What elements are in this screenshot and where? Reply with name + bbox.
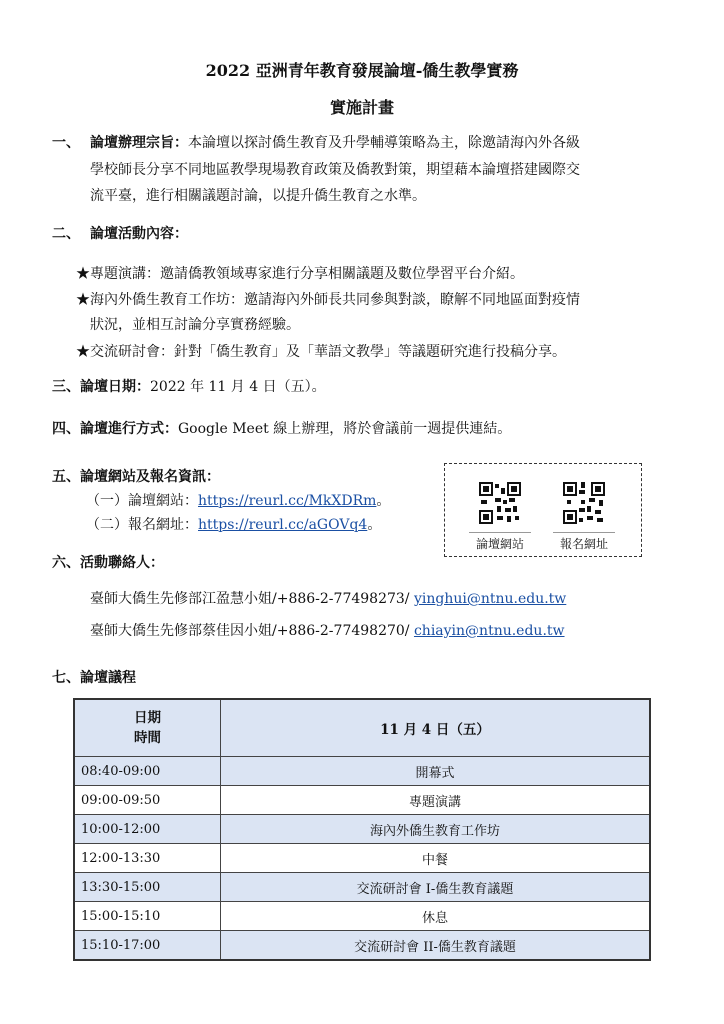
section-2-heading: 論壇活動內容：	[90, 226, 188, 242]
agenda-event: 海內外僑生教育工作坊	[221, 815, 651, 844]
agenda-time: 08:40-09:00	[74, 757, 221, 786]
section-1-line1	[52, 133, 580, 153]
table-row	[74, 757, 650, 786]
section-1-text-1: 本論壇以探討僑生教育及升學輔導策略為主，除邀請海內外各級	[188, 135, 580, 151]
section-1-heading: 論壇辦理宗旨：	[90, 135, 188, 151]
section-4-heading: 四、論壇進行方式：	[52, 421, 178, 437]
table-row	[74, 902, 650, 931]
agenda-time: 15:10-17:00	[74, 931, 221, 961]
contact-1	[90, 589, 566, 609]
registration-line	[86, 515, 381, 535]
agenda-event: 開幕式	[221, 757, 651, 786]
section-2-item-2-cont: 狀況，並相互討論分享實務經驗。	[90, 317, 300, 333]
table-row	[74, 844, 650, 873]
qr-code-icon[interactable]	[563, 482, 605, 524]
contact-1-email[interactable]: yinghui@ntnu.edu.tw	[413, 591, 567, 607]
page-subtitle: 實施計畫	[329, 98, 394, 117]
agenda-header-row	[74, 699, 650, 757]
table-row	[74, 786, 650, 815]
qr-label-website: 論壇網站	[469, 532, 531, 552]
qr-label-registration: 報名網址	[553, 532, 615, 552]
agenda-time: 09:00-09:50	[74, 786, 221, 815]
agenda-header-time: 時間	[134, 730, 161, 746]
contact-2-text: 臺師大僑生先修部蔡佳因小姐/+886-2-77498270/	[90, 623, 414, 639]
section-2-heading-line	[52, 224, 188, 244]
agenda-time: 12:00-13:30	[74, 844, 221, 873]
section-5-heading: 五、論壇網站及報名資訊：	[52, 469, 220, 485]
table-row	[74, 873, 650, 902]
agenda-header-day: 11 月 4 日（五）	[221, 699, 651, 757]
contact-1-text: 臺師大僑生先修部江盈慧小姐/+886-2-77498273/	[90, 591, 414, 607]
agenda-event: 專題演講	[221, 786, 651, 815]
website-period: 。	[376, 493, 391, 509]
agenda-time: 10:00-12:00	[74, 815, 221, 844]
section-1-text-3: 流平臺，進行相關議題討論，以提升僑生教育之水準。	[90, 188, 426, 204]
section-7-heading: 七、論壇議程	[52, 670, 136, 686]
section-2-item-1: ★專題演講：邀請僑教領域專家進行分享相關議題及數位學習平台介紹。	[76, 266, 524, 282]
agenda-table	[73, 698, 651, 961]
section-2-item-2: ★海內外僑生教育工作坊：邀請海內外師長共同參與對談，瞭解不同地區面對疫情	[76, 292, 580, 308]
section-4	[52, 419, 511, 439]
section-2-number: 二、	[52, 226, 80, 242]
registration-link[interactable]: https://reurl.cc/aGOVq4	[198, 517, 368, 533]
contact-2	[90, 621, 565, 641]
website-link[interactable]: https://reurl.cc/MkXDRm	[198, 493, 377, 509]
section-3	[52, 377, 326, 397]
page-title: 2022 亞洲青年教育發展論壇-僑生教學實務	[205, 61, 519, 80]
table-row	[74, 931, 650, 961]
section-2-item-3: ★交流研討會：針對「僑生教育」及「華語文教學」等議題研究進行投稿分享。	[76, 344, 566, 360]
agenda-header-date: 日期	[134, 710, 161, 726]
table-row	[74, 815, 650, 844]
registration-label: （二）報名網址：	[86, 517, 198, 533]
agenda-event: 交流研討會 II-僑生教育議題	[221, 931, 651, 961]
section-6-heading: 六、活動聯絡人：	[52, 555, 164, 571]
agenda-time: 15:00-15:10	[74, 902, 221, 931]
section-4-text: Google Meet 線上辦理，將於會議前一週提供連結。	[178, 421, 512, 437]
agenda-event: 休息	[221, 902, 651, 931]
agenda-header-left	[74, 699, 221, 757]
section-1-number: 一、	[52, 135, 80, 151]
agenda-event: 交流研討會 I-僑生教育議題	[221, 873, 651, 902]
section-3-text: 2022 年 11 月 4 日（五）。	[150, 379, 326, 395]
section-3-heading: 三、論壇日期：	[52, 379, 150, 395]
website-line	[86, 491, 390, 511]
qr-code-icon[interactable]	[479, 482, 521, 524]
agenda-time: 13:30-15:00	[74, 873, 221, 902]
qr-code-box	[444, 463, 642, 557]
agenda-event: 中餐	[221, 844, 651, 873]
contact-2-email[interactable]: chiayin@ntnu.edu.tw	[413, 623, 565, 639]
website-label: （一）論壇網站：	[86, 493, 198, 509]
section-1-text-2: 學校師長分享不同地區教學現場教育政策及僑教對策，期望藉本論壇搭建國際交	[90, 162, 580, 178]
registration-period: 。	[367, 517, 382, 533]
